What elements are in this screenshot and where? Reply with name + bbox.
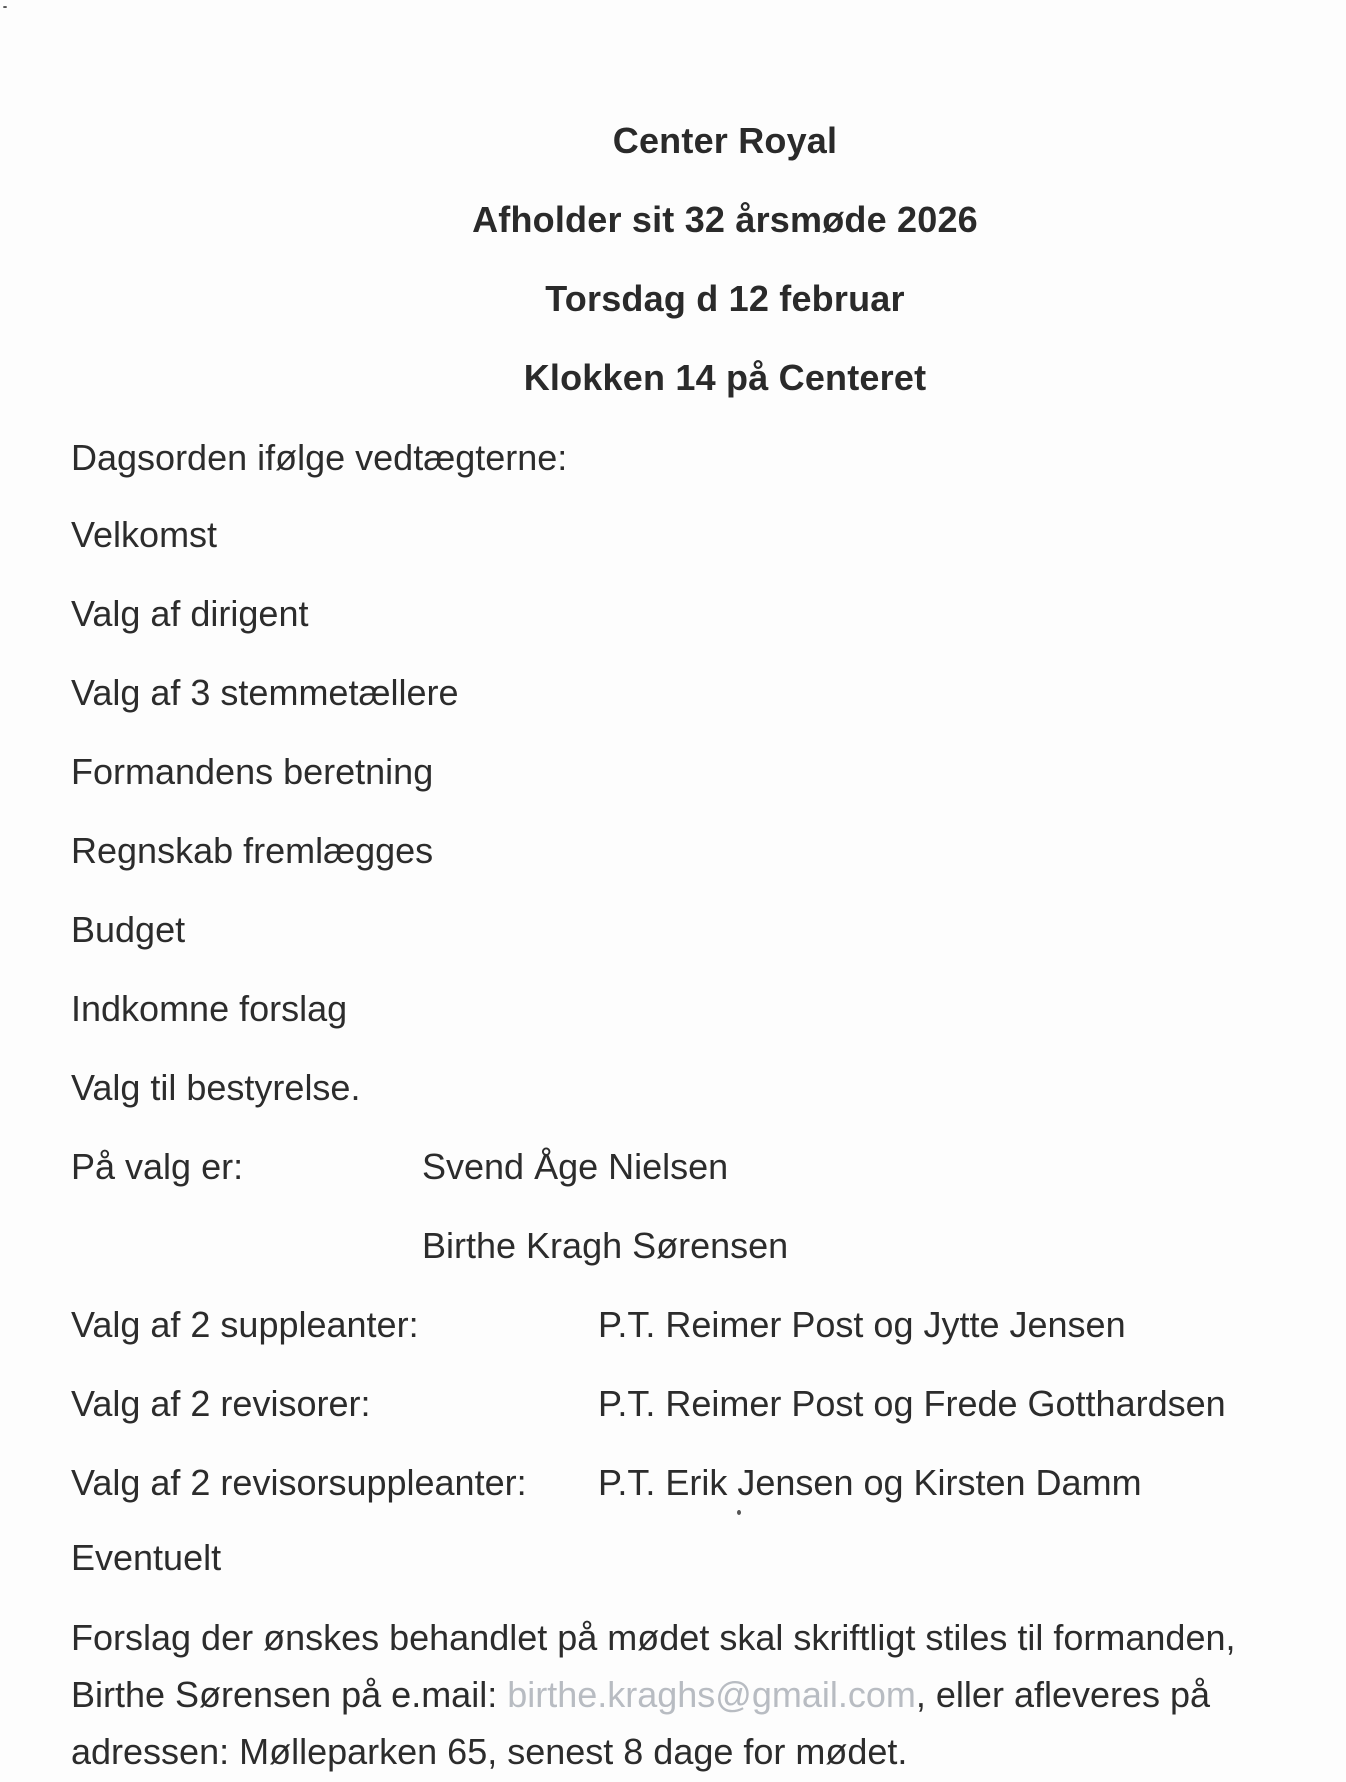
auditor-substitutes-value: P.T. Erik Jensen og Kirsten Damm xyxy=(598,1462,1142,1503)
agenda-item: Valg af 3 stemmetællere xyxy=(71,672,459,713)
scan-speck xyxy=(737,1510,741,1515)
meeting-date: Torsdag d 12 februar xyxy=(545,278,905,319)
board-election-label: På valg er: xyxy=(71,1146,244,1187)
substitutes-label: Valg af 2 suppleanter: xyxy=(71,1304,419,1345)
footer-line-prefix: Birthe Sørensen på e.mail: xyxy=(71,1674,508,1715)
meeting-time-place: Klokken 14 på Centeret xyxy=(523,357,927,398)
footer-note xyxy=(71,1609,1341,1780)
document-title: Center Royal xyxy=(612,120,838,161)
footer-line: Forslag der ønskes behandlet på mødet skal skriftligt stiles til formanden, xyxy=(71,1617,1236,1658)
agenda-item: Valg af dirigent xyxy=(71,593,309,634)
agenda-item-eventuelt: Eventuelt xyxy=(71,1537,222,1578)
scan-speck xyxy=(3,6,7,8)
agenda-item: Valg til bestyrelse. xyxy=(71,1067,361,1108)
auditor-substitutes-label: Valg af 2 revisorsuppleanter: xyxy=(71,1462,527,1503)
agenda-item: Indkomne forslag xyxy=(71,988,348,1029)
auditors-value: P.T. Reimer Post og Frede Gotthardsen xyxy=(598,1383,1226,1424)
footer-line xyxy=(71,1666,1341,1723)
meeting-announcement: Afholder sit 32 årsmøde 2026 xyxy=(472,199,978,240)
agenda-item: Formandens beretning xyxy=(71,751,434,792)
substitutes-value: P.T. Reimer Post og Jytte Jensen xyxy=(598,1304,1126,1345)
agenda-item: Regnskab fremlægges xyxy=(71,830,434,871)
agenda-item: Budget xyxy=(71,909,186,950)
board-candidate: Svend Åge Nielsen xyxy=(422,1146,729,1187)
auditors-label: Valg af 2 revisorer: xyxy=(71,1383,371,1424)
agenda-intro: Dagsorden ifølge vedtægterne: xyxy=(71,437,568,478)
email-link[interactable]: birthe.kraghs@gmail.com xyxy=(507,1674,916,1715)
footer-line-suffix: , eller afleveres på xyxy=(915,1674,1211,1715)
agenda-item: Velkomst xyxy=(71,514,218,555)
footer-line: adressen: Mølleparken 65, senest 8 dage for mødet. xyxy=(71,1731,908,1772)
board-candidate: Birthe Kragh Sørensen xyxy=(422,1225,789,1266)
